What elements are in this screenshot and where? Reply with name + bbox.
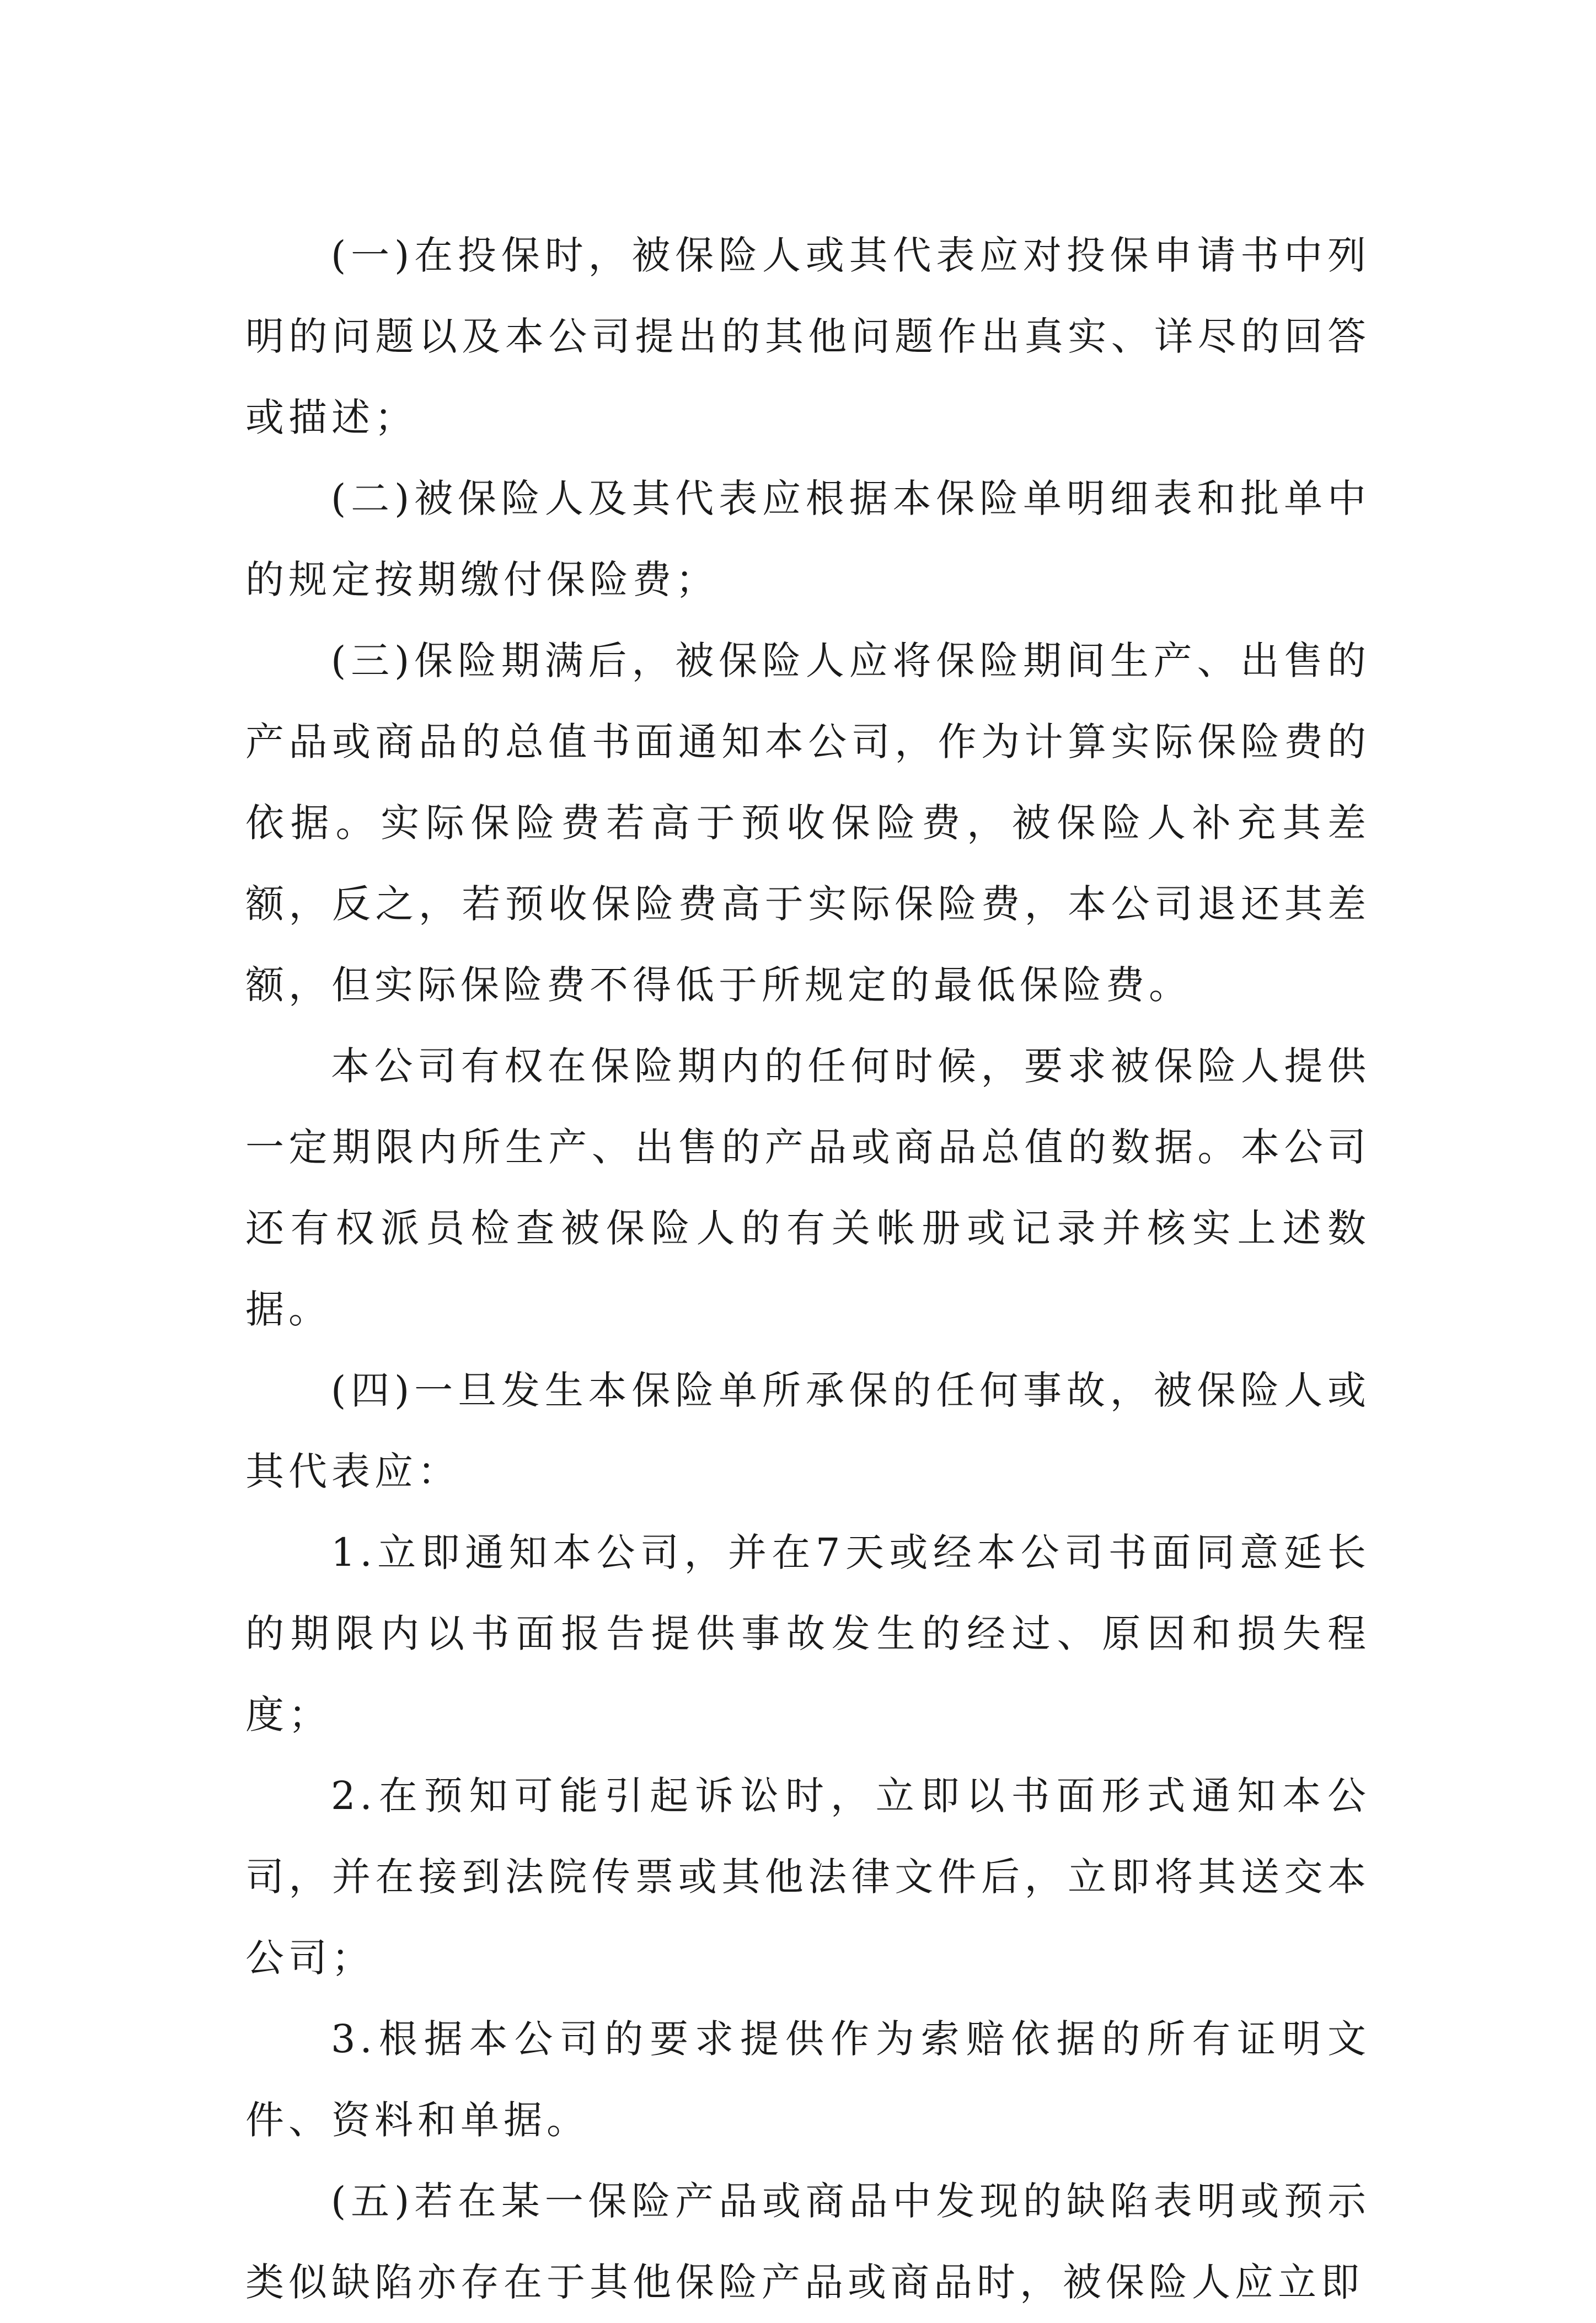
clause-3-paragraph: (三)保险期满后，被保险人应将保险期间生产、出售的产品或商品的总值书面通知本公司，作为计算实际保险费的依据。实际保险费若高于预收保险费，被保险人补充其差额，反之，若预收保险费高于实际保险费，本公司退还其差额，但实际保险费不得低于所规定的最低保险费。	[245, 638, 1370, 1008]
clause-4-item-3: 3.根据本公司的要求提供作为索赔依据的所有证明文件、资料和单据。	[245, 2016, 1370, 2143]
clause-4-item-2: 2.在预知可能引起诉讼时，立即以书面形式通知本公司，并在接到法院传票或其他法律文件后，立即将其送交本公司；	[245, 1773, 1370, 1981]
clause-1-paragraph: (一)在投保时，被保险人或其代表应对投保申请书中列明的问题以及本公司提出的其他问题作出真实、详尽的回答或描述；	[245, 233, 1370, 440]
clause-2-paragraph: (二)被保险人及其代表应根据本保险单明细表和批单中的规定按期缴付保险费；	[245, 476, 1370, 602]
document-body	[245, 215, 1370, 2323]
clause-4-paragraph: (四)一旦发生本保险单所承保的任何事故，被保险人或其代表应：	[245, 1368, 1370, 1494]
inspection-rights-paragraph: 本公司有权在保险期内的任何时候，要求被保险人提供一定期限内所生产、出售的产品或商品总值的数据。本公司还有权派员检查被保险人的有关帐册或记录并核实上述数据。	[245, 1043, 1370, 1332]
clause-4-item-1: 1.立即通知本公司，并在7天或经本公司书面同意延长的期限内以书面报告提供事故发生的经过、原因和损失程度；	[245, 1530, 1370, 1737]
clause-5-paragraph: (五)若在某一保险产品或商品中发现的缺陷表明或预示类似缺陷亦存在于其他保险产品或商品时，被保险人应立即	[245, 2179, 1370, 2305]
